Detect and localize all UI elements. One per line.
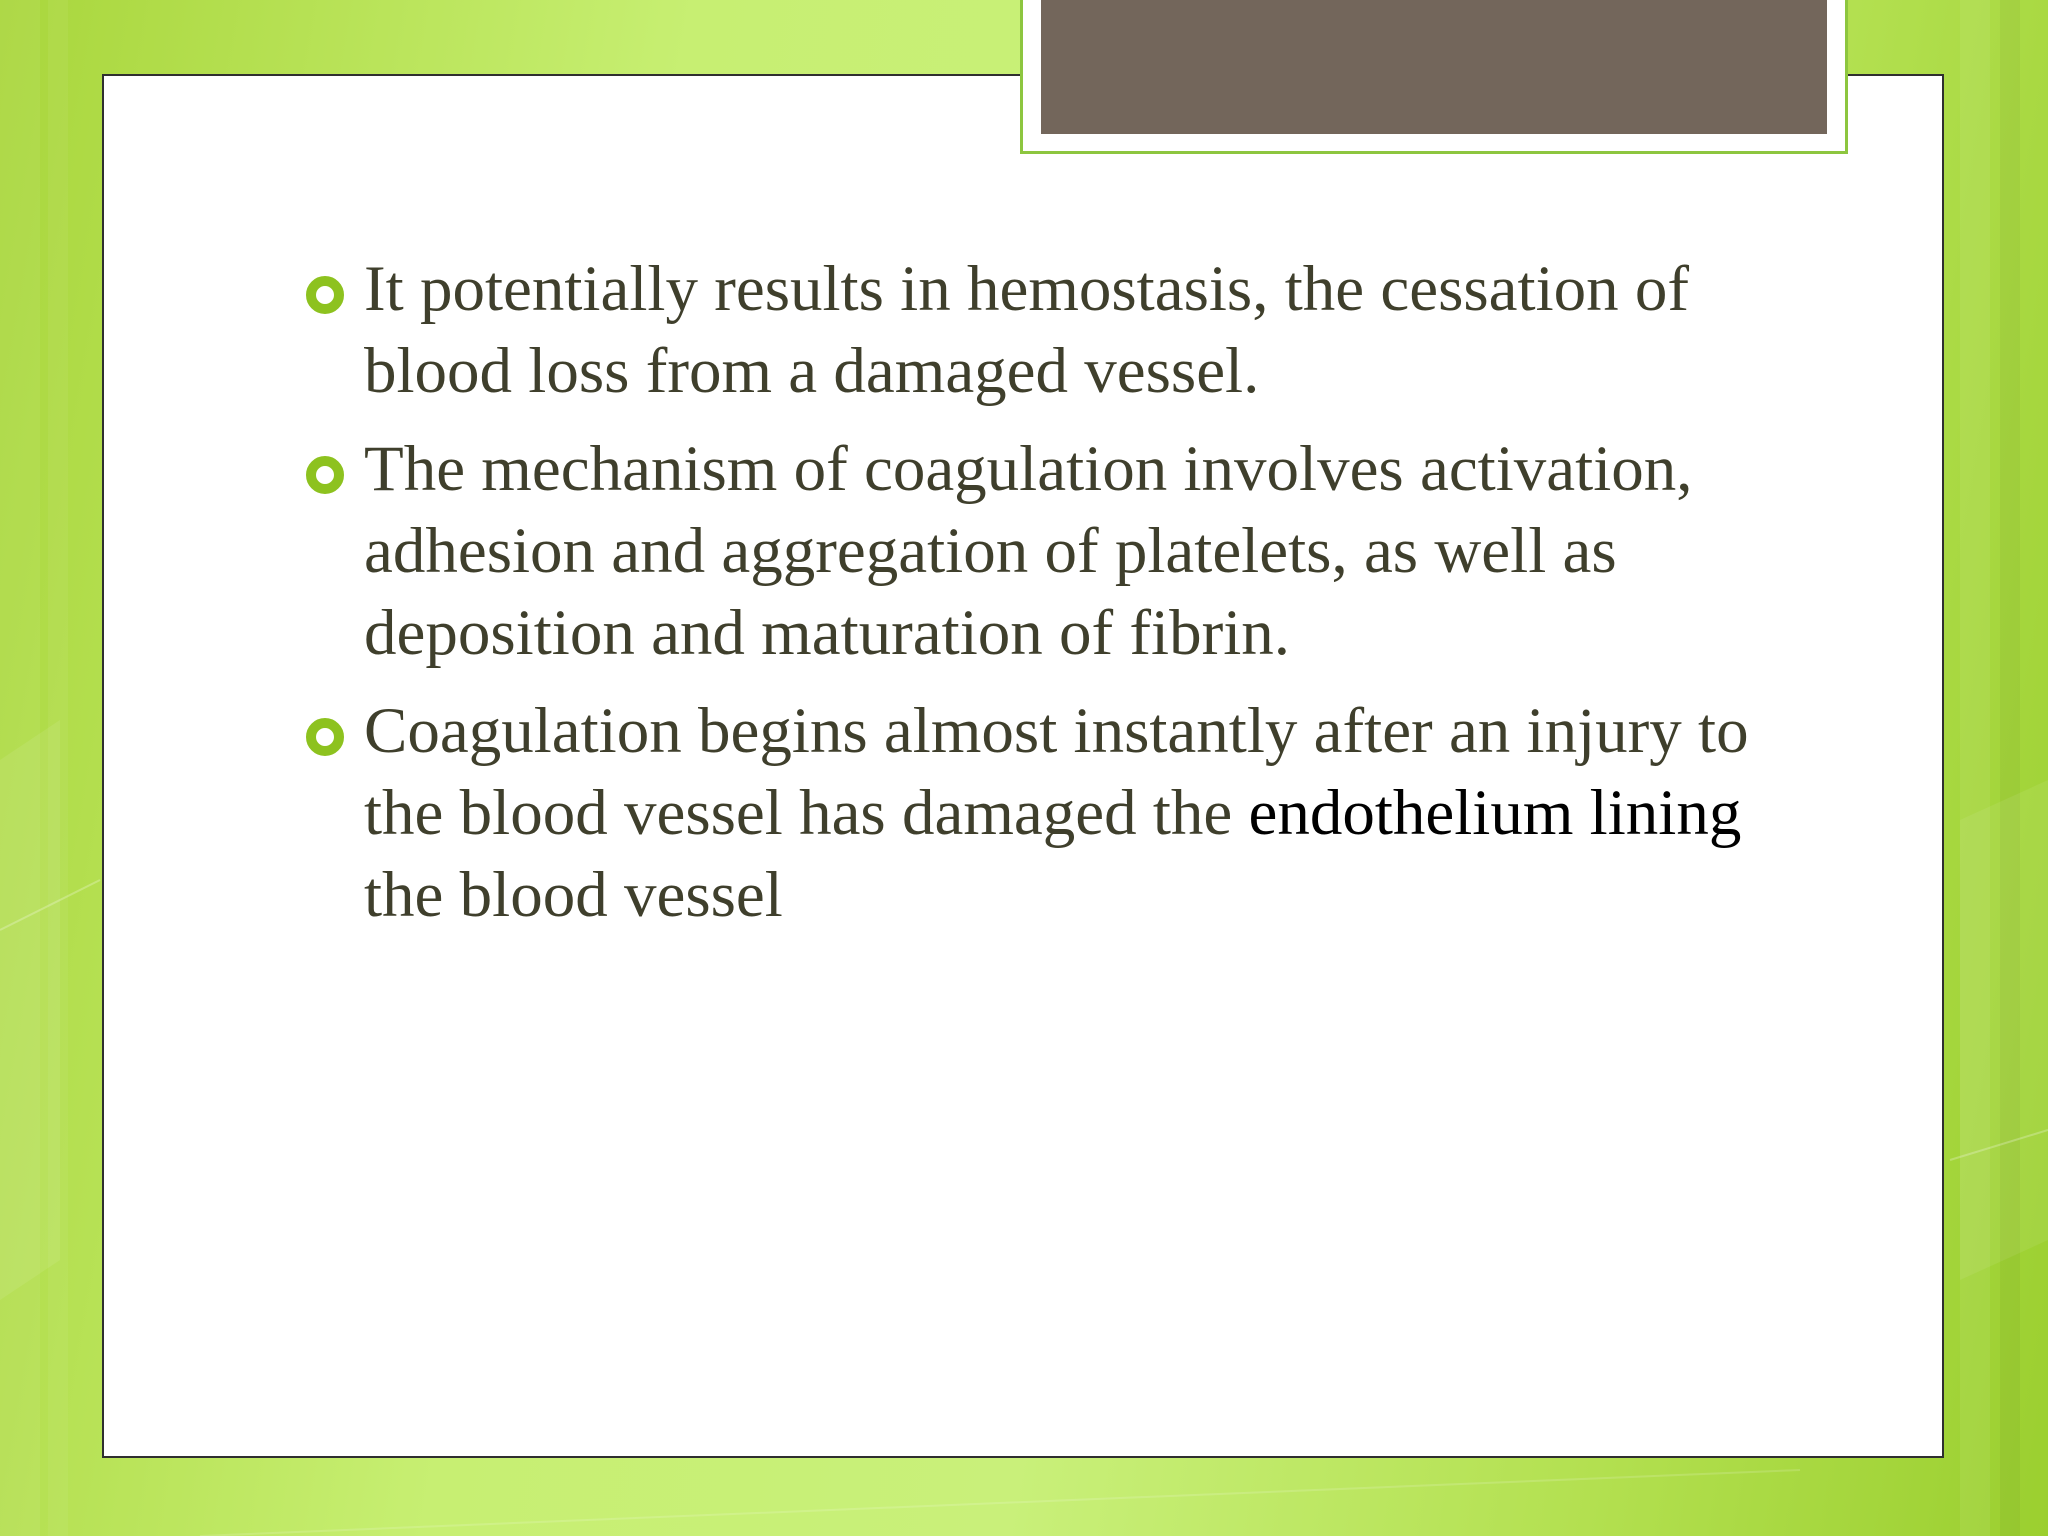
- slide-body: [300, 248, 1800, 952]
- bullet-text-highlight: endothelium lining: [1248, 777, 1742, 849]
- bullet-text-start: Coagulation begins almost instantly after an injury to the blood vessel has damaged the: [364, 695, 1749, 849]
- hollow-circle-bullet-icon: [306, 456, 344, 494]
- bullet-text-end: the blood vessel: [364, 859, 783, 931]
- hollow-circle-bullet-icon: [306, 276, 344, 314]
- bullet-item-coagulation-begins: [300, 690, 1800, 936]
- bullet-item-mechanism: [300, 428, 1800, 674]
- hollow-circle-bullet-icon: [306, 718, 344, 756]
- bullet-text: It potentially results in hemostasis, the cessation of blood loss from a damaged vessel.: [364, 253, 1690, 407]
- bullet-list: [300, 248, 1800, 936]
- bullet-text: The mechanism of coagulation involves activation, adhesion and aggregation of platelets, as well as deposition and maturation of fibrin.: [364, 433, 1693, 669]
- bullet-item-hemostasis: [300, 248, 1800, 412]
- title-placeholder-box: [1041, 0, 1827, 134]
